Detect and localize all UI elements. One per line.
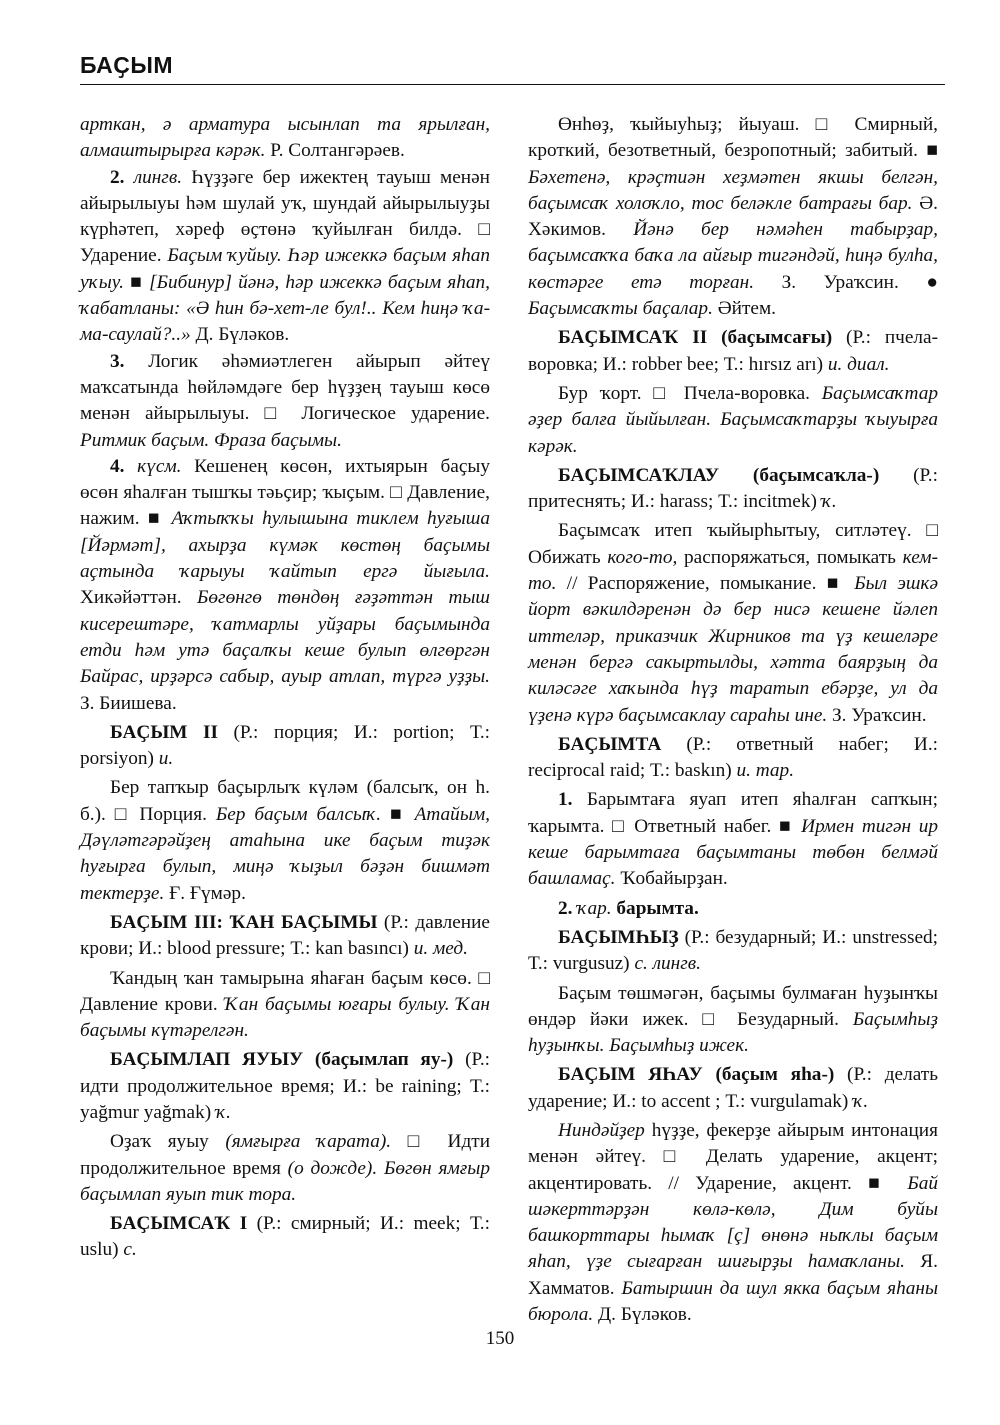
- right-column: [528, 112, 938, 1328]
- entry-headword: БАҪЫМСАҠЛАУ (баҫымсаҡла-) (Р.: притеснять; И.: harass; Т.: incitmek) ҡ.: [528, 464, 938, 513]
- entry-paragraph: Ниндәйҙер һүҙҙе, фекерҙе айырым интонация менән әйтеү. □ Делать ударение, акцент; акцентировать. // Ударение, акцент. ■ Бай шәкерттәрҙән көлә-көлә, Дим буйы башкорттары һымаҡ [ç] өнөнә ныҡлы баҫым яһап, үҙе сығарған шиғырҙы һамаҡланы. Я. Хамматов. Батыршин да шул якка баҫым яһаны бюрола. Д. Бүләков.: [528, 1119, 939, 1326]
- entry-headword: БАҪЫМЛАП ЯУЫУ (баҫымлап яу-) (Р.: идти продолжительное время; И.: be raining; Т.: yağmur yağmak) ҡ.: [80, 1049, 490, 1123]
- entry-paragraph: арткан, ә арматура ысынлап та ярылған, алмаштырырға кәрәк. Р. Солтангәрәев.: [80, 114, 490, 162]
- entry-paragraph: Бер тапҡыр баҫырлыҡ күләм (балсыҡ, он h. б.). □ Порция. Бер баҫым балсыҡ. ■ Атайым, Дәүләтгәрәйҙең атаһына ике баҫым тиҙәк һуғырға булып, миңә ҡыҙыл бәҙән бишмәт тектерҙе. Ғ. Ғүмәр.: [80, 777, 490, 904]
- entry-paragraph: 2. ҡар. барымта.: [558, 897, 699, 919]
- left-column: [80, 112, 490, 1264]
- entry-paragraph: 4. күсм. Кешенең көсөн, ихтыярын баҫыу өсөн яһалған тышҡы тәьҫир; ҡыҫым. □ Давление, нажим. ■ Аҡтыҡҡы һулышына тиклем һуғыша [Йәрмәт], ахырҙа күмәк көстөң баҫымы аҫтында ҡарыуы ҡайтып ергә йығыла. Хикәйәттән. Бөгөнгө төндөң ғәҙәттән тыш кисерештәре, ҡатмарлы уйҙары баҫымында етди һәм утә баҫалҡы кеше булып өлгөргән Байрас, ирҙәрсә сабыр, ауыр атлап, түргә уҙҙы. З. Биишева.: [80, 455, 491, 714]
- entry-headword: БАҪЫМ III: ҠАН БАҪЫМЫ (Р.: давление крови; И.: blood pressure; Т.: kan basıncı) и. мед.: [80, 911, 490, 960]
- entry-paragraph: Өнһөҙ, ҡыйыуһыҙ; йыуаш. □ Смирный, кроткий, безответный, безропотный; забитый. ■ Бәхетенә, крәҫтиән хеҙмәтен якшы белгән, баҫымсаҡ холоҡло, тос беләкле батрағы бар. Ә. Хәкимов. Йәнә бер нәмәһен табырҙар, баҫымсаҡҡа баҡа ла айғыр тигәндәй, һиңә булһа, көстәрге етә торған. З. Ураҡсин. ● Баҫымсаҡты баҫалар. Әйтем.: [528, 114, 939, 320]
- entry-headword: БАҪЫМ ЯҺАУ (баҫым яһа-) (Р.: делать ударение; И.: to accent ; Т.: vurgulamak) ҡ.: [528, 1064, 938, 1112]
- entry-paragraph: Баҫымсаҡ итеп ҡыйырһытыу, ситләтеү. □ Обижать кого-то, распоряжаться, помыкать кем-то. // Распоряжение, помыкание. ■ Был эшкә йорт вәкилдәренән дә бер нисә кешене йәлеп иттеләр, приказчик Жирников та үҙ кешеләре менән бергә сакыртылды, хәтта баярҙың да киләсәге хаҡында һүҙ таратып ебәрҙе, ул да үҙенә күрә баҫымсаклау сараһы ине. З. Ураҡсин.: [528, 520, 938, 726]
- entry-headword: БАҪЫМ II (Р.: порция; И.: portion; Т.: porsiyon) и.: [80, 721, 490, 770]
- running-head: БАҪЫМ: [80, 52, 174, 78]
- entry-headword: БАҪЫМСАҠ I (Р.: смирный; И.: meek; Т.: uslu) с.: [80, 1213, 490, 1261]
- entry-paragraph: Ҡандың ҡан тамырына яһаған баҫым көсө. □ Давление крови. Ҡан баҫымы юғары булыу. Ҡан баҫымы күтәрелгән.: [80, 967, 490, 1042]
- entry-paragraph: Баҫым төшмәгән, баҫымы булмаған һуҙынҡы өндәр йәки ижек. □ Безударный. Баҫымһыҙ һуҙынҡы. Баҫымһыҙ ижек.: [528, 982, 938, 1057]
- entry-headword: БАҪЫМҺЫҘ (Р.: безударный; И.: unstressed; Т.: vurgusuz) с. лингв.: [528, 926, 938, 975]
- entry-paragraph: Оҙаҡ яуыу (ямғырға ҡарата). □ Идти продолжительное время (о дожде). Бөгөн ямғыр баҫымлап яуып тик тора.: [80, 1131, 491, 1205]
- entry-paragraph: 2. лингв. Һүҙҙәге бер ижектең тауыш менән айырылыуы һәм шулай уҡ, шундай айырылыуҙы күрһәтеп, хәреф өҫтөнә ҡуйылған билдә. □ Ударение. Баҫым ҡуйыу. Һәр ижеккә баҫым яһап уҡыу. ■ [Бибинур] йәнә, һәр ижеккә баҫым яһап, ҡабатланы: «Ә һин бә-хет-ле бул!.. Кем һиңә ҡа-ма-саулай?..» Д. Бүләков.: [80, 166, 490, 346]
- entry-paragraph: 3. Логик әһәмиәтлеген айырып әйтеү маҡсатында һөйләмдәге бер һүҙҙең тауыш көсө менән айырылыуы. □ Логическое ударение. Ритмик баҫым. Фраза баҫымы.: [80, 350, 490, 451]
- entry-paragraph: 1. Барымтаға яуап итеп яһалған сапҡын; ҡарымта. □ Ответный набег. ■ Ирмен тигән ир кеше барымтаға баҫымтаны төбөн белмәй башламаҫ. Ҡобайырҙан.: [528, 789, 938, 890]
- entry-headword: БАҪЫМТА (Р.: ответный набег; И.: reciprocal raid; Т.: baskın) и. тар.: [528, 733, 938, 782]
- header-rule: [80, 84, 945, 85]
- entry-paragraph: Бур ҡорт. □ Пчела-воровка. Баҫымсаҡтар әҙер балға йыйылған. Баҫымсаҡтарҙы ҡыуырға кәрәк.: [528, 382, 938, 457]
- page-number: 150: [485, 1328, 515, 1349]
- entry-headword: БАҪЫМСАҠ II (баҫымсағы) (Р.: пчела-воровка; И.: robber bee; Т.: hırsız arı) и. диал.: [528, 327, 938, 375]
